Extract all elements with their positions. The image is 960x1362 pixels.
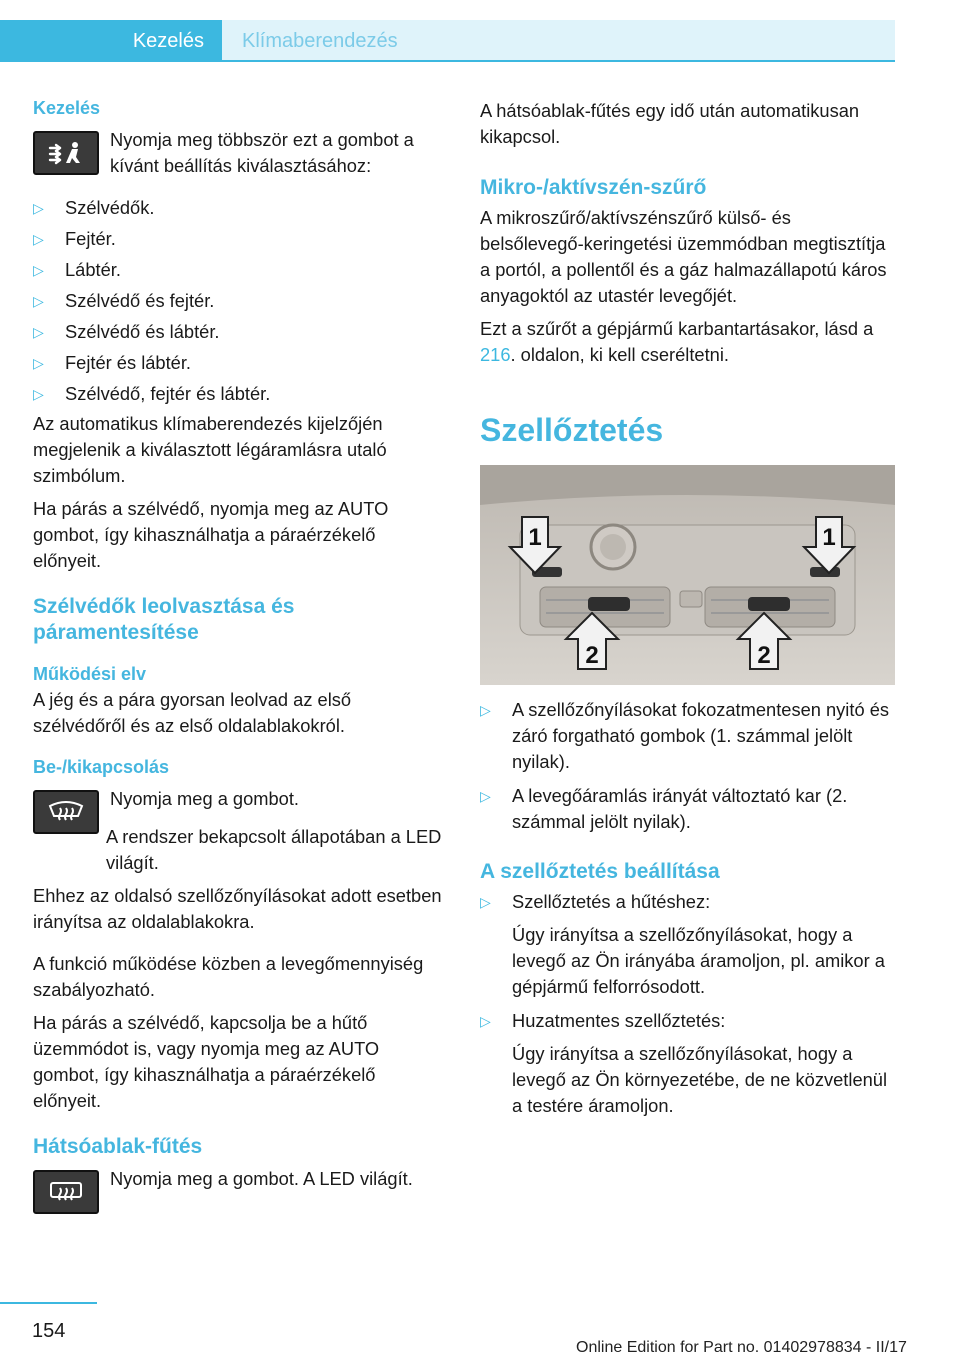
ventilation-controls-image bbox=[480, 465, 895, 685]
defrost-heading: Szélvédők leolvasztása és páramentesítése bbox=[33, 595, 295, 644]
arrow-label-2b: 2 bbox=[757, 642, 771, 669]
triangle-bullet-icon: ▷ bbox=[33, 324, 44, 340]
auto-button-paragraph: Ha párás a szélvédő, nyomja meg az AUTO gombot, így kihasználhatja a páraérzékelő előnyeit. bbox=[33, 498, 389, 571]
filter-replace-text: Ezt a szűrőt a gépjármű karbantartásakor, lásd a 216. oldalon, ki kell cseréltetni. bbox=[480, 318, 874, 365]
filter-heading: Mikro-/aktívszén-szűrő bbox=[480, 176, 707, 199]
header-tabbar bbox=[0, 20, 895, 62]
left-column bbox=[33, 98, 448, 1214]
tab-klimaberendezes[interactable] bbox=[222, 20, 895, 62]
principle-text: A jég és a pára gyorsan leolvad az első szélvédőről és az első oldalablakokról. bbox=[33, 689, 352, 736]
edition-note: Online Edition for Part no. 01402978834 - II/17 bbox=[576, 1339, 907, 1356]
list-item: ▷ Szélvédő, fejtér és lábtér. bbox=[33, 381, 448, 407]
triangle-bullet-icon: ▷ bbox=[480, 1013, 491, 1029]
triangle-bullet-icon: ▷ bbox=[33, 231, 44, 247]
rear-window-heading: Hátsóablak-fűtés bbox=[33, 1135, 203, 1158]
vent-setting-list bbox=[480, 889, 895, 1119]
list-item: ▷ Szélvédő és lábtér. bbox=[33, 319, 448, 345]
tab-kezeles[interactable] bbox=[0, 20, 222, 62]
arrow-label-1a: 1 bbox=[528, 524, 542, 551]
principle-heading: Működési elv bbox=[33, 664, 147, 684]
list-item: ▷ Lábtér. bbox=[33, 257, 448, 283]
ventilation-heading: Szellőztetés bbox=[480, 412, 664, 448]
triangle-bullet-icon: ▷ bbox=[480, 702, 491, 718]
list-item: ▷ Huzatmentes szellőztetés: Úgy irányítsa a szellőzőnyílásokat, hogy a levegő az Ön környezetébe, de ne közvetlenül a testére áramoljon. bbox=[480, 1010, 888, 1116]
defrost-texts bbox=[110, 786, 299, 812]
rear-window-text: Nyomja meg a gombot. A LED világít. bbox=[110, 1168, 413, 1189]
arrow-label-2a: 2 bbox=[585, 642, 599, 669]
side-vents-paragraph: Ehhez az oldalsó szellőzőnyílásokat adott esetben irányítsa az oldalablakokra. bbox=[33, 885, 442, 932]
triangle-bullet-icon: ▷ bbox=[480, 788, 491, 804]
vent-controls-list bbox=[480, 697, 895, 835]
list-item: ▷ Szélvédők. bbox=[33, 195, 448, 221]
footer-divider bbox=[0, 1302, 97, 1304]
airflow-instruction bbox=[33, 127, 448, 179]
tab-klimaberendezes-label: Klímaberendezés bbox=[242, 29, 398, 52]
triangle-bullet-icon: ▷ bbox=[33, 355, 44, 371]
airflow-options-list bbox=[33, 195, 448, 407]
cooling-paragraph: Ha párás a szélvédő, kapcsolja be a hűtő üzemmódot is, vagy nyomja meg az AUTO gombot, így kihasználhatja a páraérzékelő előnyeit. bbox=[33, 1012, 380, 1111]
airflow-button-icon bbox=[33, 131, 99, 175]
arrow-label-1b: 1 bbox=[822, 524, 836, 551]
triangle-bullet-icon: ▷ bbox=[33, 293, 44, 309]
triangle-bullet-icon: ▷ bbox=[480, 894, 491, 910]
airflow-text: Nyomja meg többször ezt a gombot a kívánt beállítás kiválasztásához: bbox=[110, 129, 414, 176]
tab-kezeles-label: Kezelés bbox=[132, 29, 204, 52]
rear-window-continued: A hátsóablak-fűtés egy idő után automatikusan kikapcsol. bbox=[480, 100, 860, 147]
rear-defrost-instruction bbox=[33, 1166, 448, 1214]
triangle-bullet-icon: ▷ bbox=[33, 386, 44, 402]
triangle-bullet-icon: ▷ bbox=[33, 200, 44, 216]
page-number: 154 bbox=[32, 1320, 66, 1342]
vent-setting-heading: A szellőztetés beállítása bbox=[480, 860, 720, 883]
air-volume-paragraph: A funkció működése közben a levegőmennyiség szabályozható. bbox=[33, 953, 424, 1000]
list-item: ▷ Fejtér és lábtér. bbox=[33, 350, 448, 376]
display-symbol-paragraph: Az automatikus klímaberendezés kijelzőjén megjelenik a kiválasztott légáramlásra utaló szimbólum. bbox=[33, 413, 387, 486]
list-item: ▷ Szellőztetés a hűtéshez: Úgy irányítsa a szellőzőnyílásokat, hogy a levegő az Ön irányába áramoljon, pl. amikor a gépjármű felforrósodott. bbox=[480, 891, 885, 997]
list-item: ▷ A levegőáramlás irányát változtató kar (2. számmal jelölt nyilak). bbox=[480, 785, 848, 832]
windshield-defrost-icon bbox=[33, 790, 99, 834]
filter-text: A mikroszűrő/aktívszénszűrő külső- és belsőlevegő-keringetési üzemmódban megtisztítja a portól, a pollentől és a gáz halmazállapotú káros anyagoktól az utastér levegőjét. bbox=[480, 207, 887, 306]
list-item: ▷ Szélvédő és fejtér. bbox=[33, 288, 448, 314]
list-item: ▷ A szellőzőnyílásokat fokozatmentesen nyitó és záró forgatható gombok (1. számmal jelölt nyilak). bbox=[480, 699, 890, 772]
onoff-heading: Be-/kikapcsolás bbox=[33, 757, 170, 777]
rear-window-defrost-icon bbox=[33, 1170, 99, 1214]
onoff-led-text: A rendszer bekapcsolt állapotában a LED világít. bbox=[106, 826, 442, 873]
section-heading-kezeles: Kezelés bbox=[33, 98, 101, 118]
triangle-bullet-icon: ▷ bbox=[33, 262, 44, 278]
page-link-216[interactable]: 216 bbox=[480, 344, 511, 365]
onoff-text-press: Nyomja meg a gombot. bbox=[110, 788, 299, 809]
right-column bbox=[480, 98, 895, 1119]
list-item: ▷ Fejtér. bbox=[33, 226, 448, 252]
header-divider bbox=[0, 60, 895, 62]
